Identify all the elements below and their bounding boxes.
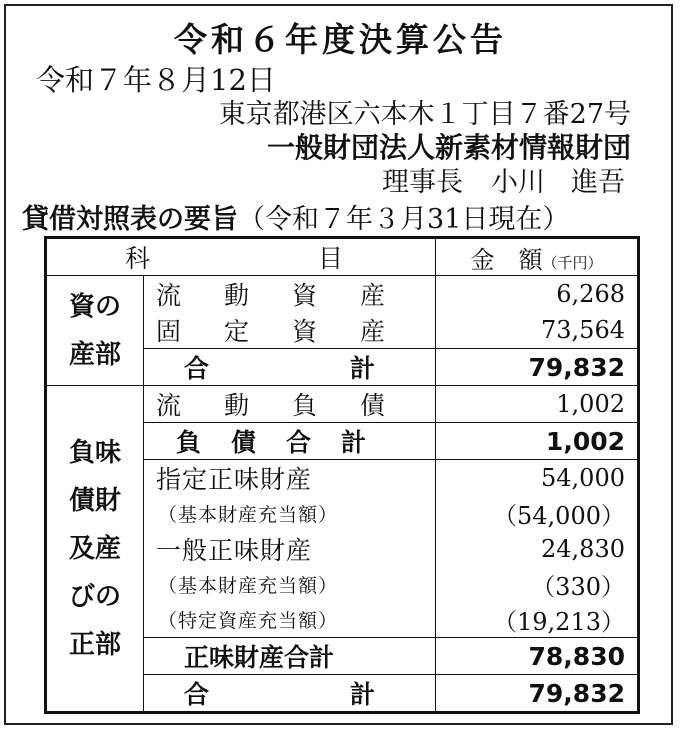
organization-address: 東京都港区六本木１丁目７番27号 (218, 99, 631, 130)
representative (382, 160, 631, 199)
representative-family-name: 小川 (491, 167, 545, 198)
general-basic-fund-value: （330） (436, 567, 639, 602)
notice-title: 令和６年度決算公告 (174, 20, 507, 59)
header-unit: （千円） (542, 253, 603, 272)
header-amount-label: 金 額 (470, 245, 543, 274)
liabilities-section-label: 負味 債財 及産 びの 正部 (46, 386, 144, 713)
assets-total-label: 合 計 (144, 349, 436, 386)
designated-net-assets-value: 54,000 (436, 460, 639, 497)
current-liabilities-label: 流 動 負 債 (144, 386, 436, 423)
fixed-assets-label: 固 定 資 産 (144, 312, 436, 349)
general-specific-assets-label: （特定資産充当額） (144, 602, 436, 638)
header-amount (436, 238, 639, 276)
balance-sheet-table (44, 236, 640, 714)
grand-total-value: 79,832 (436, 675, 639, 713)
fixed-assets-value: 73,564 (436, 312, 639, 349)
representative-role: 理事長 (382, 167, 463, 198)
header-account-char1: 科 (125, 244, 151, 273)
header-account (46, 238, 436, 276)
table-row (46, 386, 639, 423)
current-liabilities-value: 1,002 (436, 386, 639, 423)
liabilities-total-value: 1,002 (436, 423, 639, 460)
representative-given-name: 進吾 (571, 167, 625, 198)
statement-name: 貸借対照表の要旨 (22, 204, 238, 235)
statement-period: （令和７年３月31日現在） (238, 204, 570, 235)
general-net-assets-label: 一般正味財産 (144, 531, 436, 567)
net-assets-total-label: 正味財産合計 (144, 638, 436, 675)
notice-date: 令和７年８月12日 (36, 63, 276, 97)
current-assets-label: 流 動 資 産 (144, 276, 436, 313)
organization-name: 一般財団法人新素材情報財団 (266, 131, 631, 164)
assets-total-value: 79,832 (436, 349, 639, 386)
current-assets-value: 6,268 (436, 276, 639, 313)
general-specific-assets-value: （19,213） (436, 602, 639, 638)
table-row (46, 276, 639, 313)
designated-net-assets-label: 指定正味財産 (144, 460, 436, 497)
assets-section-label: 資の 産部 (46, 276, 144, 386)
designated-basic-fund-label: （基本財産充当額） (144, 496, 436, 531)
table-header-row (46, 238, 639, 276)
net-assets-total-value: 78,830 (436, 638, 639, 675)
statement-subtitle (22, 197, 569, 236)
general-basic-fund-label: （基本財産充当額） (144, 567, 436, 602)
general-net-assets-value: 24,830 (436, 531, 639, 567)
designated-basic-fund-value: （54,000） (436, 496, 639, 531)
grand-total-label: 合 計 (144, 675, 436, 713)
liabilities-total-label: 負 債 合 計 (144, 423, 436, 460)
header-account-char2: 目 (317, 244, 343, 273)
